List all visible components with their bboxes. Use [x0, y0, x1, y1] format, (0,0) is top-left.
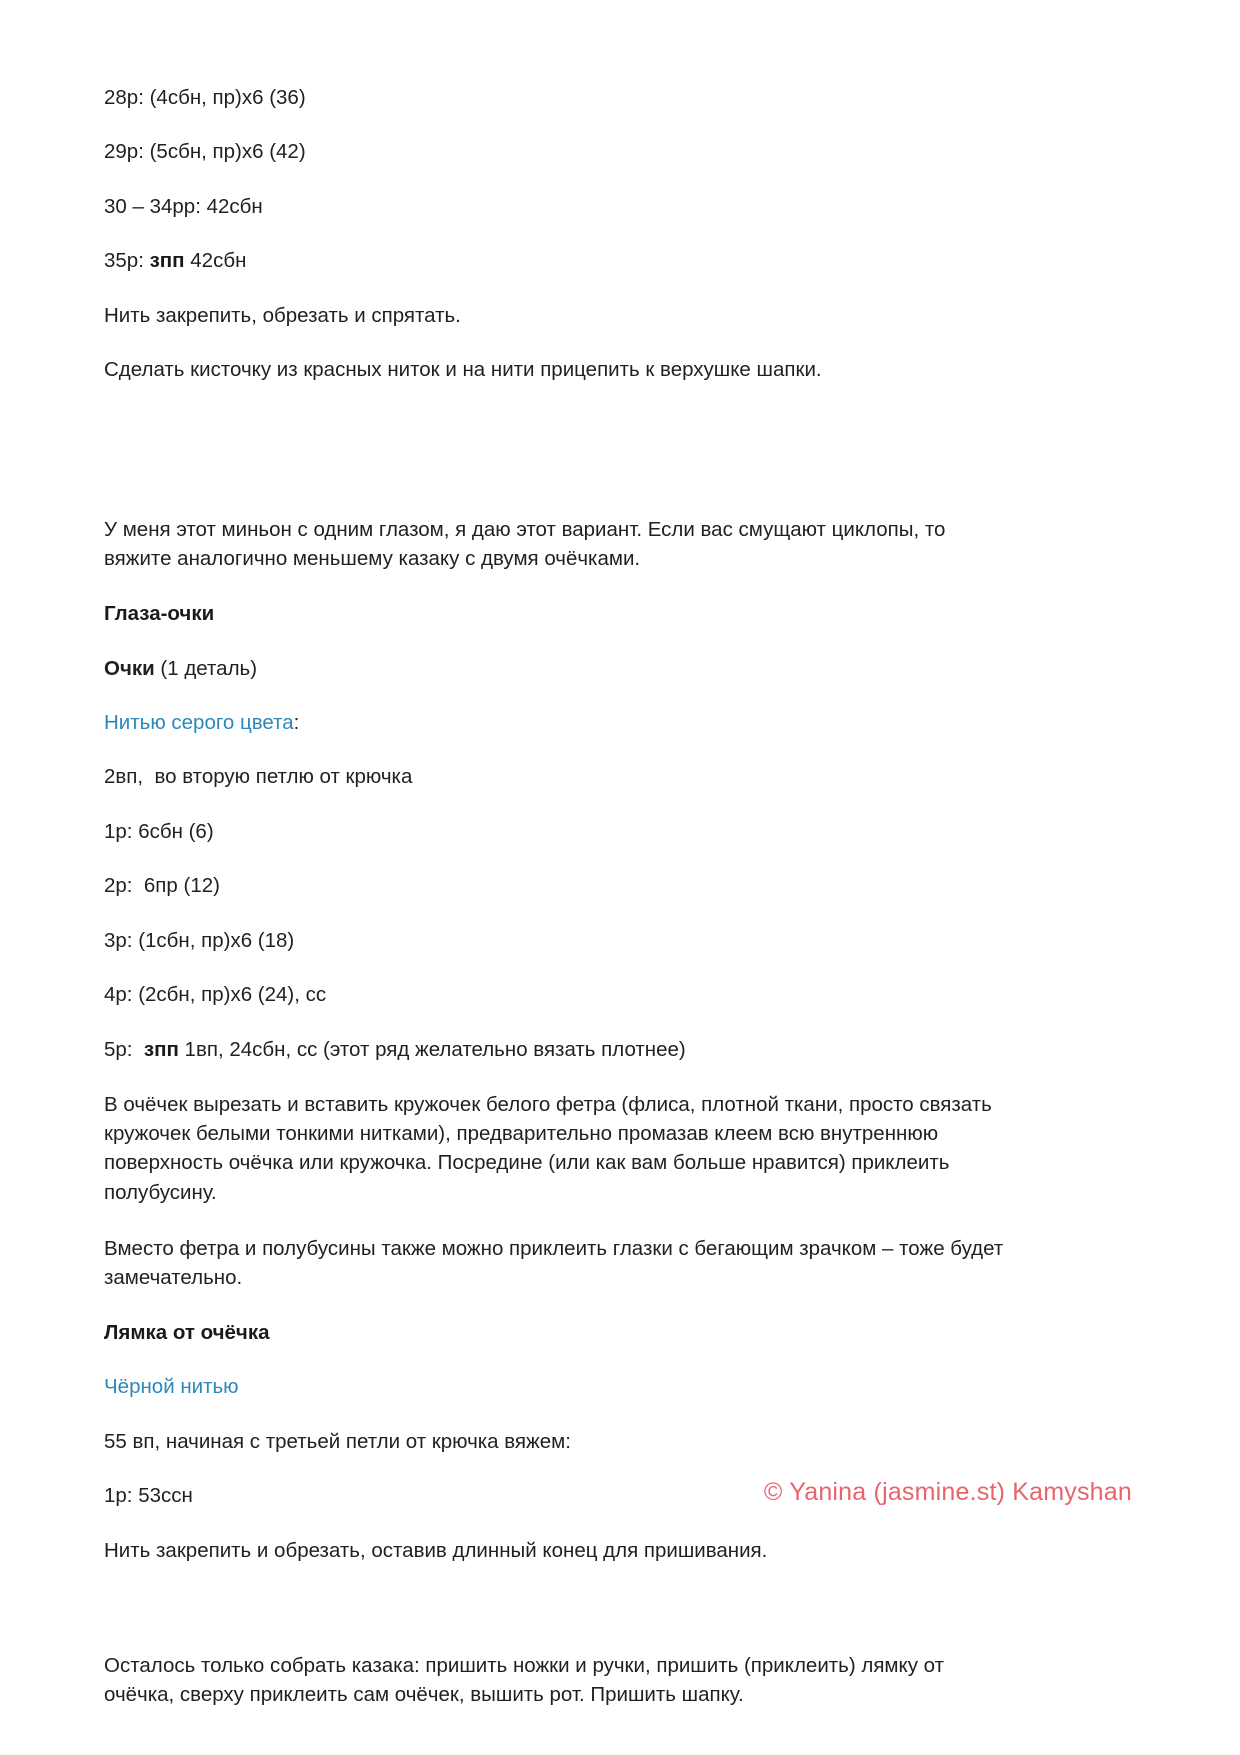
assembly-spacer: [104, 1591, 1064, 1651]
hat-row-35-prefix: 35р:: [104, 249, 150, 273]
eyes-section-heading: Глаза-очки: [104, 602, 215, 626]
glasses-row-5: [104, 1036, 1064, 1063]
assembly-paragraph: Осталось только собрать казака: пришить ножки и ручки, пришить (приклеить) лямку от очёчка, сверху приклеить сам очёчек, вышить рот. Пришить шапку.: [104, 1654, 944, 1707]
minion-note-paragraph: У меня этот миньон с одним глазом, я даю этот вариант. Если вас смущают циклопы, то вяжите аналогично меньшему казаку с двумя очёчками.: [104, 517, 946, 570]
glasses-row-5-prefix: 5р:: [104, 1037, 144, 1061]
strap-finish-text: Нить закрепить и обрезать, оставив длинный конец для пришивания.: [104, 1538, 768, 1562]
glasses-part-rest: (1 деталь): [154, 656, 258, 680]
glasses-row-2: 2р: 6пр (12): [104, 874, 220, 898]
glasses-part-bold: Очки: [104, 656, 155, 680]
hat-row-35: [104, 247, 1064, 274]
glasses-start-row: 2вп, во вторую петлю от крючка: [104, 765, 413, 789]
strap-section-heading: Лямка от очёчка: [104, 1320, 270, 1344]
felt-instructions-paragraph: В очёчек вырезать и вставить кружочек белого фетра (флиса, плотной ткани, просто связать кружочек белыми тонкими нитками), предварительно промазав клеем всю внутреннюю поверхность очёчка или кружочка. Посредине (или как вам больше нравится) приклеить полубусину.: [104, 1093, 992, 1204]
strap-row-1: 1р: 53ссн: [104, 1484, 193, 1508]
alternative-eyes-paragraph: Вместо фетра и полубусины также можно приклеить глазки с бегающим зрачком – тоже будет замечательно.: [104, 1236, 1004, 1289]
glasses-part-label: [104, 655, 1064, 682]
grey-thread-note-text: Нитью серого цвета: [104, 710, 294, 734]
copyright-footer: © Yanina (jasmine.st) Kamyshan: [763, 1478, 1132, 1506]
glasses-row-4: 4р: (2сбн, пр)х6 (24), сс: [104, 983, 327, 1007]
glasses-row-3: 3р: (1сбн, пр)х6 (18): [104, 928, 295, 952]
hat-row-30-34: 30 – 34рр: 42сбн: [104, 194, 263, 218]
glasses-row-5-suffix: 1вп, 24сбн, сс (этот ряд желательно вязать плотнее): [178, 1037, 686, 1061]
grey-thread-note-punct: :: [293, 710, 300, 734]
hat-finish-text: Нить закрепить, обрезать и спрятать.: [104, 303, 461, 327]
glasses-row-5-bold: зпп: [143, 1037, 179, 1061]
hat-tassel-text: Сделать кисточку из красных ниток и на нити прицепить к верхушке шапки.: [104, 358, 822, 382]
hat-row-35-bold: зпп: [149, 249, 185, 273]
hat-row-29: 29р: (5сбн, пр)х6 (42): [104, 140, 306, 164]
grey-thread-note: [104, 709, 1064, 736]
section-spacer: [104, 411, 1064, 515]
glasses-row-1: 1р: 6сбн (6): [104, 819, 214, 843]
black-thread-note: Чёрной нитью: [104, 1375, 239, 1399]
strap-chain-line: 55 вп, начиная с третьей петли от крючка вяжем:: [104, 1429, 571, 1453]
hat-row-35-suffix: 42сбн: [184, 249, 247, 273]
hat-row-28: 28р: (4сбн, пр)х6 (36): [104, 86, 306, 109]
